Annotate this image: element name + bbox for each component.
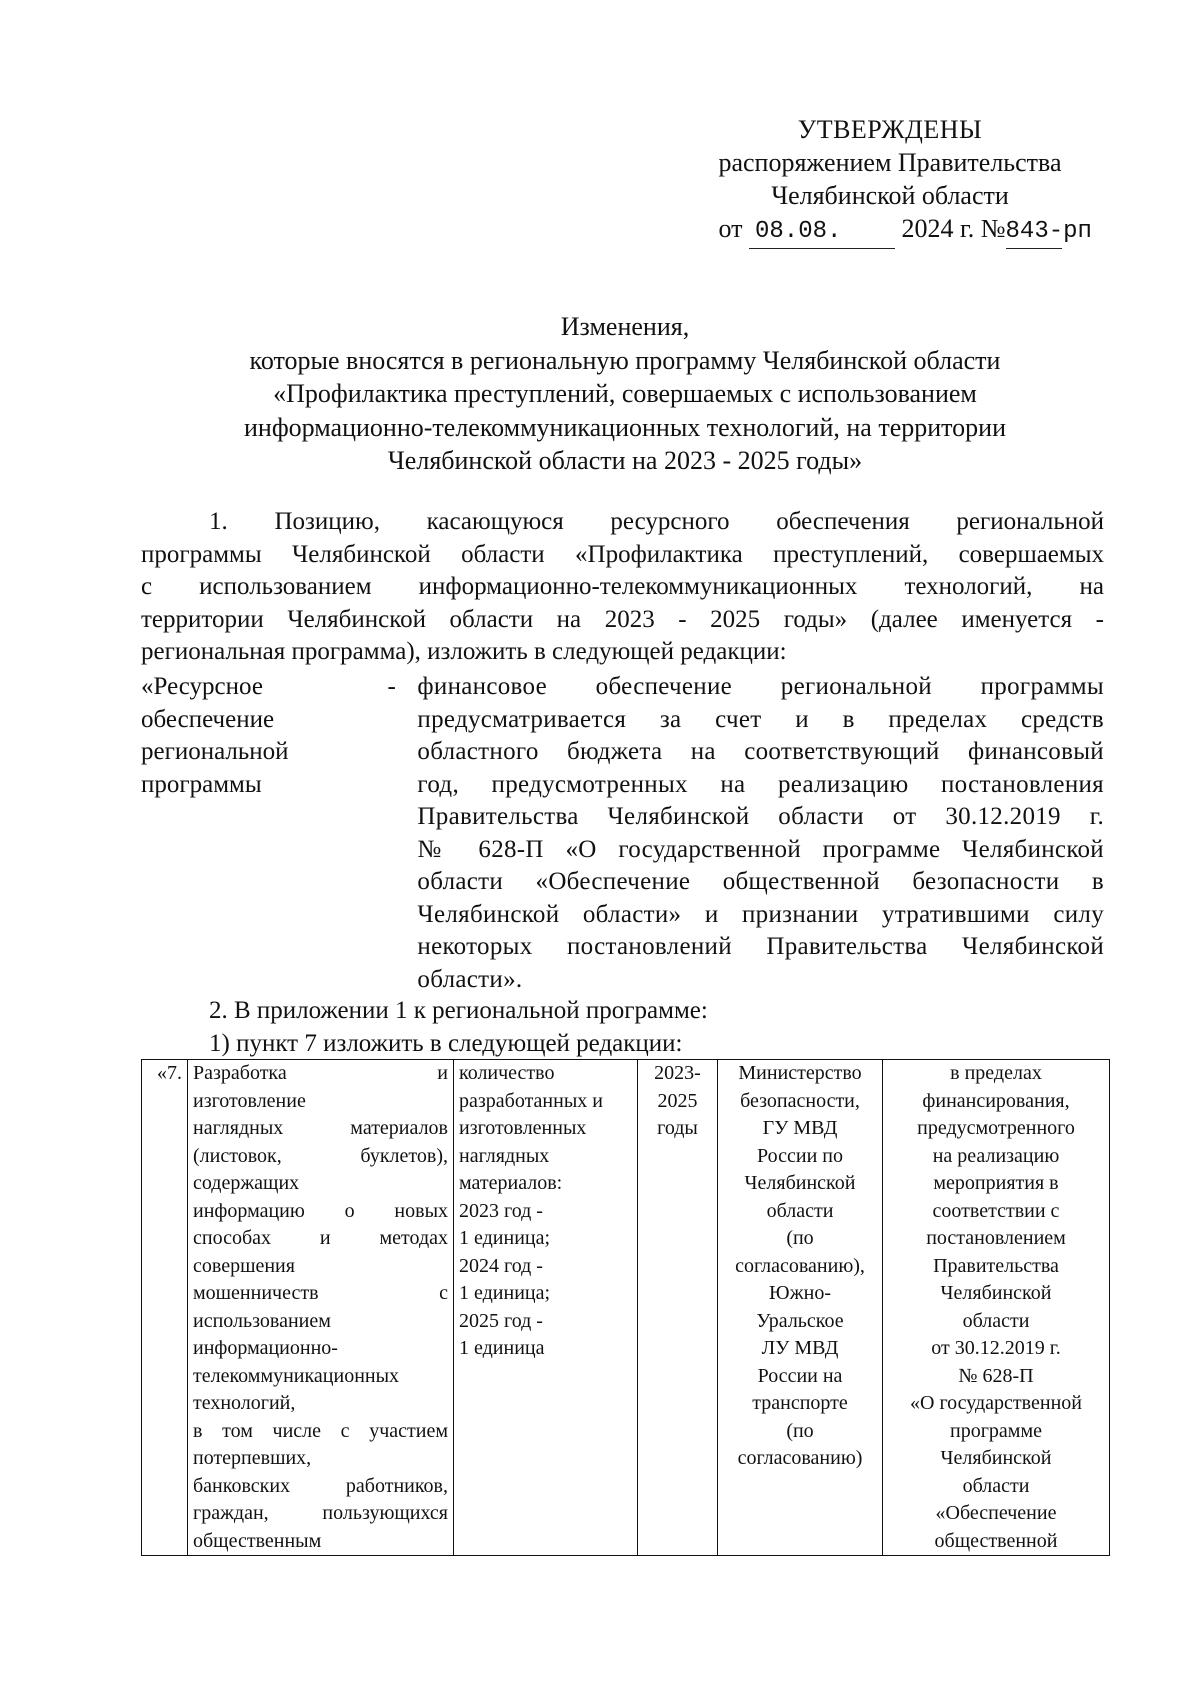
cell-line: области [962,1309,1030,1332]
cell-line: содержащих [193,1172,300,1194]
cell-line: 2023 год - [459,1199,543,1222]
paragraph-line: программы Челябинской области «Профилактика преступлений, совершаемых [141,540,1104,568]
cell-line: изготовление [193,1089,306,1112]
cell-line: использованием [193,1309,331,1332]
paragraph-line: 1. Позицию, касающуюся ресурсного обеспечения региональной [209,508,1104,535]
years-line: годы [657,1117,698,1139]
cell-line: в пределах [950,1062,1042,1084]
cell-line: Челябинской [940,1282,1052,1304]
resource-text-line: области». [417,965,523,993]
cell-line: Правительства [933,1254,1059,1277]
appendix-line-1: 2. В приложении 1 к региональной программе: [209,997,708,1024]
cell-line: общественным [193,1529,322,1552]
cell-line: Разработка и [193,1062,448,1084]
resource-dash: - [387,673,396,700]
cell-line: согласованию) [737,1447,863,1469]
years-line: 2023- [654,1062,701,1084]
cell-line: разработанных и [459,1089,603,1112]
appendix-block [209,995,1109,1060]
cell-line: материалов: [459,1172,563,1194]
resource-block [141,671,1104,996]
cell-line: от 30.12.2019 г. [931,1337,1061,1359]
resource-text-line: предусматривается за счет и в пределах средств [417,705,1104,733]
cell-line: технологий, [193,1392,296,1414]
description-lines [193,1060,448,1555]
appendix-line-2: 1) пункт 7 изложить в следующей редакции: [209,1029,683,1057]
cell-line: «Обеспечение [935,1502,1057,1524]
cell-line: «О государственной [910,1392,1082,1414]
indicator-cell [454,1060,638,1556]
cell-line: информацию о новых [193,1199,448,1222]
funding-lines [888,1060,1104,1555]
resource-text-line: финансовое обеспечение региональной программы [417,673,1104,700]
resource-text-line: Челябинской области» и признании утратившими силу [417,900,1104,928]
paragraph-line: региональная программа), изложить в следующей редакции: [141,638,787,665]
cell-line: предусмотренного [917,1117,1075,1139]
years-cell [638,1060,718,1556]
cell-line: финансирования, [922,1089,1070,1112]
title-line: информационно-телекоммуникационных технологий, на территории [244,412,1006,442]
resource-label-line: «Ресурсное [141,673,263,700]
cell-line: общественной [934,1529,1058,1552]
cell-line: способах и методах [193,1227,448,1249]
title-line: Изменения, [560,312,690,341]
approval-title: УТВЕРЖДЕНЫ [797,115,983,144]
approval-line-2: Челябинской области [771,181,1009,210]
years-line: 2025 [657,1089,698,1112]
cell-line: (листовок, буклетов), [193,1144,448,1167]
cell-line: Челябинской [744,1172,856,1194]
approval-line-1: распоряжением Правительства [718,148,1062,177]
paragraph-line: территории Челябинской области на 2023 - 2025 годы» (далее именуется - [141,605,1104,633]
cell-line: 1 единица [459,1337,545,1359]
title-line: «Профилактика преступлений, совершаемых с использованием [273,379,977,408]
document-title [150,310,1100,478]
cell-line: мероприятия в [933,1172,1059,1194]
cell-line: области [766,1199,834,1222]
resource-label [141,671,385,996]
cell-line: информационно- [193,1337,338,1359]
cell-line: мошенничеств с [193,1282,448,1304]
cell-line: программе [950,1419,1042,1442]
cell-line: потерпевших, [193,1447,312,1469]
approval-date-line [690,212,1090,249]
cell-line: 1 единица; [459,1282,551,1304]
cell-line: наглядных материалов [193,1117,448,1139]
resource-text-line: год, предусмотренных на реализацию постановления [417,770,1104,798]
cell-line: ГУ МВД [762,1117,838,1139]
table-row [142,1060,1110,1556]
resource-text-line: Правительства Челябинской области от 30.12.2019 г. [417,803,1104,830]
resource-text-line: областного бюджета на соответствующий финансовый [417,738,1104,765]
cell-line: в том числе с участием [193,1419,448,1442]
cell-line: 2024 год - [459,1254,543,1277]
item-1-paragraph [141,506,1104,669]
cell-line: Уральское [756,1309,844,1332]
cell-line: (по [786,1419,814,1442]
paragraph-line: с использованием информационно-телекоммуникационных технологий, на [141,573,1104,600]
approval-prefix: от [718,214,743,243]
funding-cell [883,1060,1110,1556]
cell-line: № 628-П [958,1364,1034,1387]
cell-line: банковских работников, [193,1474,448,1497]
cell-line: (по [786,1227,814,1249]
resource-text [417,671,1104,996]
cell-line: 1 единица; [459,1227,551,1249]
cell-line: постановлением [926,1227,1066,1249]
cell-line: Челябинской [940,1447,1052,1469]
cell-line: Южно- [769,1282,831,1304]
cell-line: согласованию), [735,1254,865,1277]
approval-number: 843-рп [1006,215,1062,249]
program-items-table [141,1059,1110,1556]
cell-line: области [962,1474,1030,1497]
approval-date: 08.08. [749,215,895,249]
cell-line: России по [757,1144,843,1167]
cell-line: количество [459,1062,555,1084]
indicator-lines [459,1060,632,1363]
resource-text-line: некоторых постановлений Правительства Челябинской [417,933,1104,960]
cell-line: на реализацию [932,1144,1060,1167]
approval-year: 2024 г. № [901,214,1006,243]
cell-line: 2025 год - [459,1309,543,1332]
cell-line: изготовленных [459,1117,587,1139]
executor-cell [718,1060,883,1556]
resource-label-line: региональной [141,738,289,765]
title-line: Челябинской области на 2023 - 2025 годы» [387,446,863,475]
cell-line: ЛУ МВД [761,1337,839,1359]
approval-block [690,113,1090,249]
cell-line: транспорте [752,1392,848,1414]
resource-label-line: обеспечение [141,705,275,733]
cell-line: совершения [193,1254,295,1277]
cell-line: телекоммуникационных [193,1364,400,1387]
cell-line: соответствии с [932,1199,1060,1222]
resource-text-line: № 628-П «О государственной программе Челябинской [417,835,1104,863]
cell-line: безопасности, [740,1089,860,1112]
cell-line: наглядных [459,1144,550,1167]
resource-text-line: области «Обеспечение общественной безопасности в [417,868,1104,895]
executor-lines [723,1060,877,1473]
cell-line: граждан, пользующихся [193,1502,448,1524]
description-cell [188,1060,454,1556]
cell-line: Министерство [738,1062,862,1084]
cell-line: России на [757,1364,843,1387]
resource-label-line: программы [141,770,262,798]
item-number-cell: «7. [142,1060,188,1556]
title-line: которые вносятся в региональную программу Челябинской области [249,345,1001,375]
